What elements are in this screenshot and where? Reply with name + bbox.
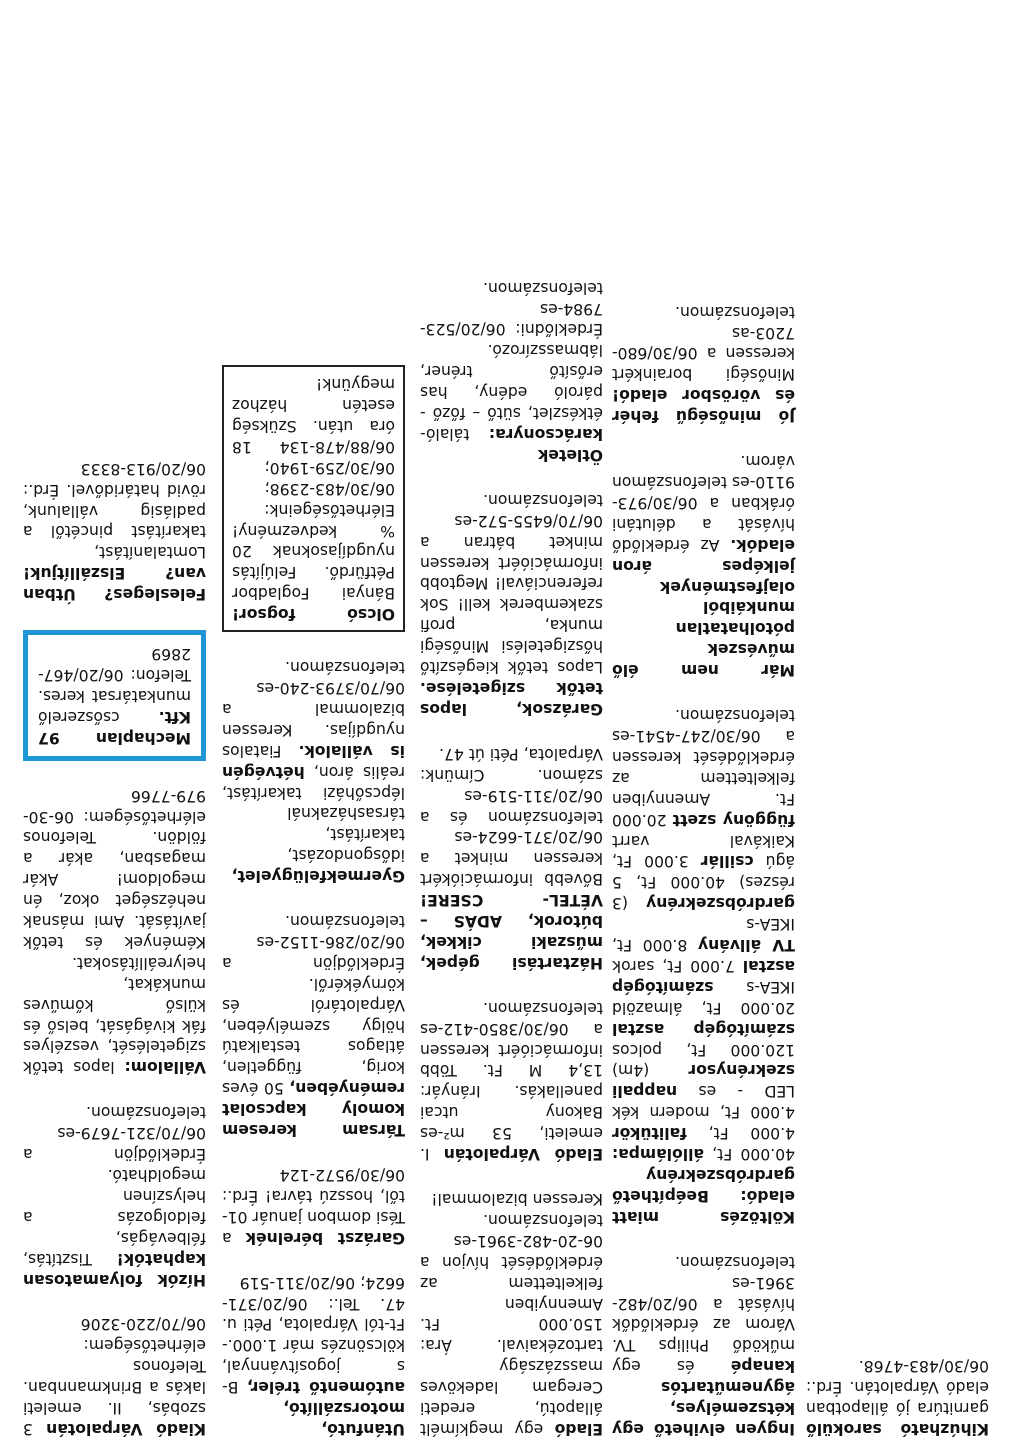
classified-ad: [23, 1101, 206, 1289]
ad-body: Tisztítás, félbevágás, feldolgozás a helyszínen megoldható. Érdeklődjön a 06/70/321-7679-es telefonszámon.: [23, 1103, 206, 1268]
classified-ad: [612, 450, 795, 680]
ad-headline: Vállalom:: [124, 1058, 206, 1077]
ad-headline: Felesleges? Útban van? Elszállítjuk!: [23, 564, 206, 604]
ad-body: Lapos tetők kiegészítő hőszigetelési Minőségi munka, profi szakemberek kell! Sok referenciával! Megtobb információért keressen minket bátran a 06/70/6455-572-es telefonszámon.: [420, 490, 603, 677]
ad-headline: Kiadó Várpalotán: [46, 1420, 206, 1438]
classified-ad: [222, 910, 405, 1140]
ad-body: 3 szobás, II. emeleti lakás a Brinkmannban. Telefonos elérhetőségem: 06/70/220-3206: [23, 1315, 206, 1438]
ad-headline: Költözés miatt eladó: Beépíthető gardróbszekrény: [612, 1166, 795, 1226]
ad-body: Minőségi borainkért keressen a 06/30/680-7203-as telefonszámon.: [612, 302, 795, 384]
classified-ad: [420, 489, 603, 719]
ad-item-text: 4.000 Ft, modern kék LED - es: [612, 1082, 795, 1122]
ad-item-text: 20.000 Ft, álmazöld IKEA-s: [612, 977, 795, 1017]
ad-headline: Utánfutó, motorszállító, autómentő tréler,: [247, 1378, 405, 1438]
classified-ad: [612, 301, 795, 426]
ad-item-name: gardróbszekrény: [646, 894, 795, 913]
ad-headline: Ötletek karácsonyra:: [488, 425, 603, 464]
classified-ad: [222, 1164, 405, 1248]
ad-body: csőszerelő munkatársat keres. Telefon: 06/20/467-2869: [38, 645, 191, 726]
ad-headline: Olcsó fogsor!: [232, 605, 395, 624]
ad-headline: Már nem élő művészek pótolhatatlan munkáiból olajfestmények jelképes áron eladók.: [612, 535, 795, 680]
classified-ad: [222, 1272, 405, 1439]
column-2: [612, 277, 795, 1439]
classified-ad: [23, 785, 206, 1078]
column-3: [420, 253, 603, 1439]
ad-body: Bővebb információkért keressen minket a 06/20/371-6624-es telefonszámon és a 06/20/311-519-es számon. Címünk: Várpalota, Péti út 47.: [420, 744, 603, 889]
column-1: [806, 1331, 989, 1439]
classified-ad: [23, 1314, 206, 1439]
ad-body: tálaló-étkészlet, sütő – főző - pároló edény, has erősítő tréner, lábmasszírozó. Érdeklődni: 06/20/523-7984-es telefonszámon.: [420, 278, 603, 444]
classified-ad: [806, 1355, 989, 1439]
column-5: [23, 434, 206, 1439]
ad-body: Az érdeklődő hívását a délutáni órákban a 06/30/973-9110-es telefonszámon várom.: [611, 452, 795, 554]
column-4: [222, 339, 405, 1439]
ad-headline: Mechaplan 97 Kft.: [38, 707, 191, 747]
ad-body: a Tési dombon január 01-től, hosszú távra! Érd.: 06/30/9572-124: [222, 1166, 405, 1247]
ad-item-name: nappali szekrénysor: [612, 1061, 795, 1101]
ad-item-name: függöny szett: [672, 810, 795, 829]
ad-headline: Eladó: [554, 1420, 603, 1438]
classified-ad: [612, 704, 795, 1227]
ad-body: garnitúra jó állapotban eladó Várpalotán. Érd.: 06/30/483-4768.: [806, 1357, 989, 1418]
ad-item-text: (3 részes) 40.000 Ft, 5 ágú: [612, 852, 795, 913]
ad-item-name: TV állvány: [698, 936, 795, 955]
ad-body: idősgondozást, takarítást, társasházaknál lépcsőházi takarítást, reális áron,: [222, 762, 405, 865]
ad-item-text: 20.000 Ft. Amennyiben felkeltettem az érdeklődését keressen a 06/30/247-4541-es telefonszámon.: [612, 706, 795, 829]
ad-headline: Garázst bérelnék: [245, 1228, 405, 1247]
ad-headline: Garázsok, lapos tetők szigetelése.: [420, 679, 603, 718]
classified-ad: [420, 277, 603, 465]
ad-item-name: falitükör: [612, 1124, 687, 1143]
ad-item-text: 7.000 Ft, sarok: [612, 956, 743, 975]
ad-body: és egy működő Philips TV. Várom az érdeklődők hívását a 06/20/482-3961-es telefonszámon.: [612, 1252, 795, 1376]
ad-item-text: (4m) 120.000 Ft, polcos: [612, 1040, 795, 1080]
ad-body: B-s jogosítvánnyal, kölcsönzés már 1.000.- Ft-tól Várpalota, Péti u. 47. Tel.: 06/20/371-6624; 06/20/311-519: [222, 1273, 405, 1397]
boxed-ad: [222, 365, 405, 632]
ad-headline: Társam keresem komoly kapcsolat reményében,: [222, 1079, 405, 1140]
classified-ad: [420, 997, 603, 1164]
classified-ad: [222, 656, 405, 886]
ad-headline: Jó minőségű fehér és vörösbor eladó!: [612, 386, 795, 426]
ad-body: I. emeleti, 53 m²-es Bakony utcai panellakás. Irányár: 13,4 M Ft. Több információért keressen a 06/30/3850-412-es telefonszámon.: [420, 998, 603, 1164]
ad-body: Bányai Fogladbor Pétfürdő. Felújítás nyugdíjasoknak 20 % kedvezmény! Elérhetőségeink: 06/30/483-2398; 06/30/259-1940; 06/88/478-134 18 óra után. Szükség esetén házhoz megyünk!: [232, 375, 395, 603]
classified-ad: [420, 1188, 603, 1439]
ad-body: lapos tetők szigetelését, veszélyes fák kivágását, belső és külső kőműves munkákat, helyreállításokat. Kémények és tetők javítását. Ami másnak nehézséget okoz, én megoldom! Akár magasban, akár a földön. Telefonos elérhetőségem: 06-30-979-7766: [23, 786, 206, 1077]
ad-body: egy megkímélt állapotú, eredeti Ceregam ladeköves masszázságy tartozékaival. Ára: 150.000 Ft. Amennyiben felkeltettem az érdeklődését hívjon a 06-20-482-3961-es telefonszámon. Keressen bizalommal!: [420, 1190, 603, 1438]
ad-item-text: 4.000 Ft,: [686, 1124, 795, 1143]
ad-item-name: hétvégén is vállalok.: [222, 741, 405, 781]
boxed-ad: [23, 630, 206, 761]
ad-headline: Gyermekfelügyelet,: [231, 867, 405, 886]
classified-ad: [420, 743, 603, 973]
ad-body: Lomtalanítást, takarítást pincétől a padlásig vállalunk, rövid határidővel. Érd.: 06/20/913-8333: [23, 459, 206, 562]
ad-body: 50 éves korig, független, átlagos testalkatú hölgy személyében, Várpalotáról és környékéről. Érdeklődjön a 06/20/286-1152-es telefonszámon.: [222, 912, 405, 1098]
ad-headline: Hízók folyamatosan kaphatók!: [23, 1249, 206, 1289]
ad-headline: Háztartási gépek, műszaki cikkek, bútorok, ADÁS – VÉTEL- CSERE!: [420, 891, 603, 972]
ad-item-text: 3.000 Ft, Kaikával varrt: [612, 831, 795, 871]
ad-headline: Kihúzható sarokülő: [806, 1420, 989, 1438]
classified-ad: [612, 1251, 795, 1439]
ad-item-name: csillár: [700, 852, 754, 871]
classified-ad: [23, 458, 206, 604]
ad-headline: Ingyen elvihető egy kétszemélyes, ágyneműtartós kanapé: [612, 1357, 795, 1438]
ad-item-name: állólámpa:: [612, 1145, 704, 1164]
ad-item-name: számítógép asztal: [612, 1019, 795, 1038]
ad-headline: Eladó Várpalotán: [443, 1145, 603, 1164]
ad-item-text: 8.000 Ft, IKEA-s: [612, 915, 795, 955]
ad-item-text: Fiatalos nyugdíjas. Keressen bizalommal a 06/70/3793-240-es telefonszámon.: [222, 658, 405, 760]
ad-body: 40.000 Ft,: [703, 1145, 795, 1164]
ad-item-name: számítógép asztal: [612, 956, 795, 996]
